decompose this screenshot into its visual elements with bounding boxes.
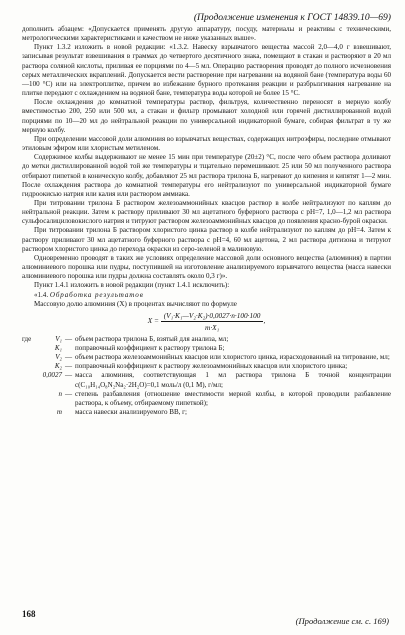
legend-description: объем раствора трилона Б, взятый для анализа, мл; — [75, 334, 229, 343]
formula-fraction — [161, 311, 264, 332]
legend-dash: — — [65, 334, 73, 343]
paragraph: При титровании трилона Б раствором хлористого цинка раствор в колбе нейтрализуют по каплям до pH=4. Затем к раствору приливают 30 мл ацетатного буферного раствора с pH=4, 60 мл ацетона, 2 мл раствора дитизона и титруют раствором хлористого цинка до перехода окраски из серо-зеленой в малиновую. — [22, 226, 391, 253]
legend-dash: — — [65, 389, 73, 398]
legend-symbol: m — [56, 408, 62, 417]
paragraph: При титровании трилона Б раствором железоаммонийных квасцов раствор в колбе нейтрализуют по каплям до нейтральной реакции. Затем к раствору приливают 30 мл ацетатного буферного раствора с pH=7, 1,0—1,2 мл раствора сульфосалициловокислого натрия и титруют раствором железоаммонийных квасцов до появления красно-бурой окраски. — [22, 198, 391, 226]
continuation-footer: (Продолжение см. с. 169) — [295, 616, 389, 626]
formula-intro: Массовую долю алюминия (X) в процентах вычисляют по формуле — [34, 299, 237, 308]
legend-dash: — — [65, 362, 73, 371]
paragraph: Одновременно проводят в таких же условиях определение массовой доли основного вещества (алюминия) в партии алюминиевого порошка или пудры, поступившей на изготовление анализируемого взрывчатого вещества (масса навески алюминиевого порошка или пудры должна составлять около 0,3 г)». — [22, 253, 391, 281]
formula — [22, 311, 391, 332]
paragraph: Пункт 1.4.1 изложить в новой редакции (пункт 1.4.1 исключить): — [34, 281, 230, 290]
legend-symbol: K₂ — [54, 362, 62, 371]
legend-description: степень разбавления (отношение вместимости мерной колбы, в которой проводили разбавление раствора, к объему, отбираемому пипеткой); — [75, 389, 391, 407]
legend-row — [22, 371, 391, 389]
paragraph: После охлаждения до комнатной температуры раствор, фильтруя, количественно переносят в мерную колбу вместимостью 200, 250 или 500 мл, а стакан и фильтр промывают холодной или горячей дистиллированной водой порциями по 10—20 мл до нейтральной реакции по универсальной индикаторной бумаге, собирая фильтрат в ту же мерную колбу. — [22, 98, 391, 134]
legend-symbol: K₁ — [54, 344, 62, 352]
legend-symbol: V₂ — [55, 353, 62, 362]
section-title: Обработка результатов — [49, 290, 144, 299]
legend-dash: — — [65, 371, 73, 380]
section-heading — [22, 291, 391, 300]
paragraph: дополнить абзацем: «Допускается применять другую аппаратуру, посуду, материалы и реактивы с техническими, метрологическими характеристиками и качеством не ниже указанных выше». — [22, 25, 391, 43]
legend-where: где — [22, 334, 32, 343]
legend-symbol: 0,0027 — [42, 371, 62, 380]
legend-row — [22, 390, 391, 408]
formula-numerator: (V₁·K₁—V₂·K₂)·0,0027·n·100·100 — [161, 311, 264, 322]
symbol-legend — [22, 335, 391, 417]
legend-row — [22, 362, 391, 371]
page-number: 168 — [22, 609, 36, 619]
legend-description: масса алюминия, соответствующая 1 мл раствора трилона Б точной концентрации c(C₁₀H₁₄O₈N₂Na₂·2H₂O)=0,1 моль/л (0,1 М), г/мл; — [75, 371, 391, 389]
legend-description: поправочный коэффициент к раствору железоаммонийных квасцов или хлористого цинка; — [75, 362, 348, 371]
legend-dash: — — [65, 353, 73, 362]
legend-symbol: n — [58, 389, 62, 398]
formula-lhs: X = — [147, 316, 159, 326]
paragraph: Пункт 1.3.2 изложить в новой редакции: «1.3.2. Навеску взрывчатого вещества массой 2,0—4,0 г взвешивают, записывая результат взвешивания в граммах до четвертого десятичного знака, помещают в стакан и растворяют в 20 мл раствора соляной кислоты, приливая ее порциями по 4—5 мл. Операцию растворения проводят до полного исчезновения серых металлических вкраплений. Допускается вести растворение при нагревании на водяной бане (температура воды 60—100 °С) или на электроплитке, причем во избежание бурного протекания реакции и разбрызгивания нагревание на плитке передают с охлаждением на водяной бане, температура воды которой не более 15 °С. — [22, 43, 391, 98]
legend-symbol: V₁ — [55, 334, 62, 343]
section-number: «1.4. — [34, 290, 49, 299]
legend-description: поправочный коэффициент к раствору трилона Б; — [75, 344, 225, 352]
paragraph: При определении массовой доли алюминия во взрывчатых веществах, содержащих нитроэфиры, последние отмывают этиловым эфиром или хлористым метиленом. — [22, 134, 391, 153]
paragraph: Содержимое колбы выдерживают не менее 15 мин при температуре (20±2) °С, после чего объем раствора доливают до метки дистиллированной водой той же температуры и тщательно перемешивают. 25 или 50 мл полученного раствора отбирают пипеткой в коническую колбу, добавляют 25 мл раствора трилона Б, нагревают до кипения и кипятят 1—2 мин. После охлаждения раствора до комнатной температуры его нейтрализуют по универсальной индикаторной бумаге гидроокисью натрия или калия или раствором аммиака. — [22, 153, 391, 198]
formula-denominator: m·X₁ — [205, 322, 220, 332]
legend-description: объем раствора железоаммонийных квасцов или хлористого цинка, израсходованный на титрование, мл; — [75, 353, 390, 362]
legend-row — [22, 335, 391, 344]
legend-row — [22, 344, 391, 353]
legend-description: масса навески анализируемого ВВ, г; — [75, 408, 188, 417]
legend-row — [22, 353, 391, 362]
continuation-header: (Продолжение изменения к ГОСТ 14839.10—69) — [193, 12, 391, 23]
formula-end: , — [263, 316, 266, 326]
legend-dash — [65, 408, 75, 417]
legend-dash — [65, 344, 75, 353]
legend-row — [22, 408, 391, 417]
